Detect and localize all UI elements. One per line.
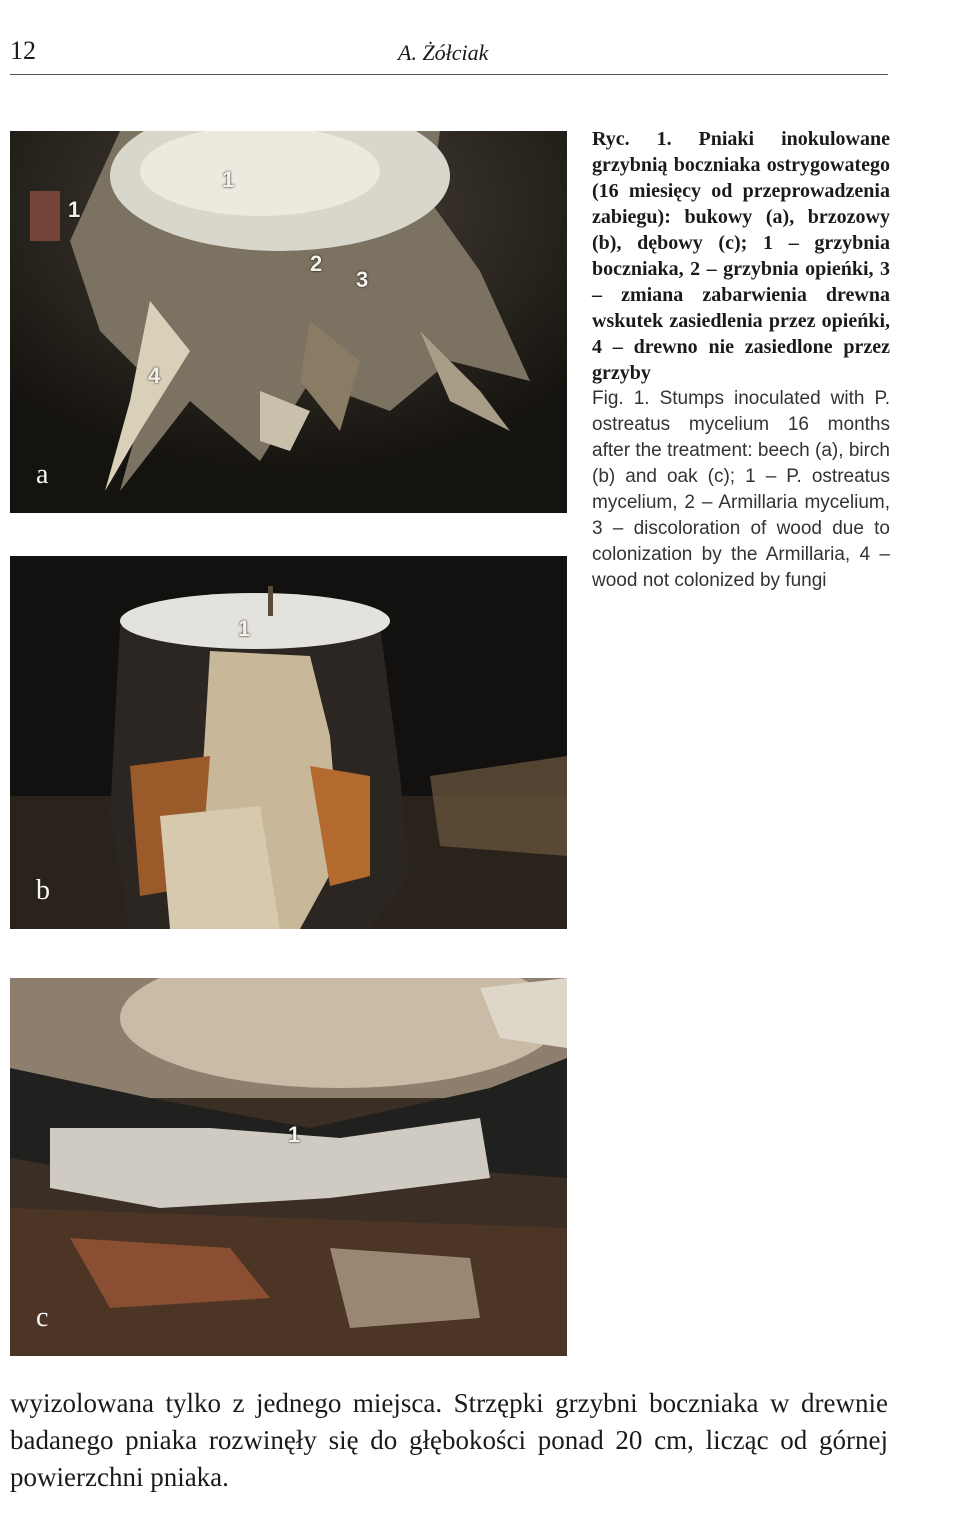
- photo-a-letter: a: [36, 459, 49, 490]
- photo-a-label-1b: 1: [68, 197, 81, 222]
- photo-a-label-2: 2: [310, 251, 323, 276]
- photo-c-label-1: 1: [288, 1122, 301, 1147]
- caption-polish: Ryc. 1. Pniaki inokulowane grzybnią boczniaka ostrygowatego (16 miesięcy od przeprowadzenia zabiegu): bukowy (a), brzozowy (b), dębowy (c); 1 – grzybnia boczniaka, 2 – grzybnia opieńki, 3 – zmiana zabarwienia drewna wskutek zasiedlenia przez opieńki, 4 – drewno nie zasiedlone przez grzyby: [592, 128, 890, 384]
- photo-a-label-1: 1: [222, 167, 235, 192]
- photo-a-label-4: 4: [148, 363, 161, 388]
- photo-b-image: [10, 556, 567, 929]
- page-number: 12: [10, 36, 36, 65]
- figure-photo-c: [10, 978, 567, 1356]
- photo-a-label-3: 3: [356, 267, 369, 292]
- caption-english: Fig. 1. Stumps inoculated with P. ostreatus mycelium 16 months after the treatment: beech (a), birch (b) and oak (c); 1 – P. ostreatus mycelium, 2 – Armillaria mycelium, 3 – discoloration of wood due to colonization by the Armillaria, 4 – wood not colonized by fungi: [592, 388, 890, 591]
- figure-photo-a: [10, 131, 567, 513]
- body-paragraph: wyizolowana tylko z jednego miejsca. Strzępki grzybni boczniaka w drewnie badanego pniaka rozwinęły się do głębokości ponad 20 cm, licząc od górnej powierzchni pniaka.: [10, 1388, 888, 1492]
- photo-c-image: [10, 978, 567, 1356]
- figure-caption: [592, 126, 890, 594]
- photo-b-label-1: 1: [238, 616, 251, 641]
- running-head-author: A. Żółciak: [398, 40, 489, 65]
- photo-c-letter: c: [36, 1302, 49, 1333]
- figure-photo-b: [10, 556, 567, 929]
- photo-b-letter: b: [36, 875, 50, 906]
- photo-a-image: [10, 131, 567, 513]
- page-header: [10, 36, 888, 75]
